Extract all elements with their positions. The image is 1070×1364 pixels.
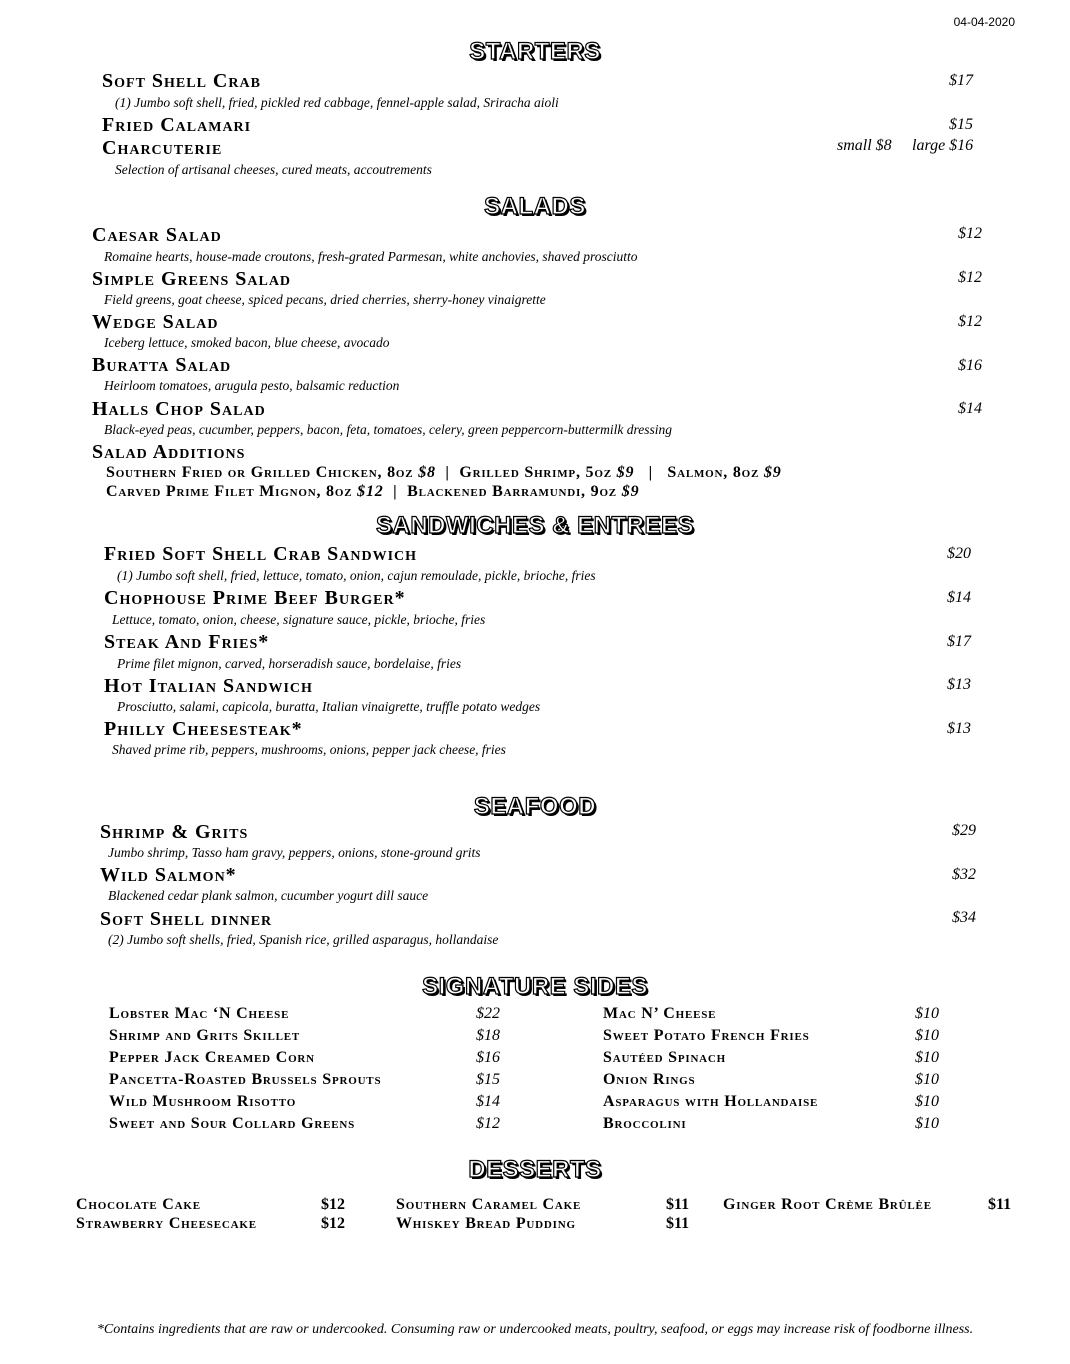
seafood-shrimp-grits-desc: Jumbo shrimp, Tasso ham gravy, peppers, onions, stone-ground grits bbox=[108, 845, 481, 860]
seafood-heading: SEAFOOD bbox=[473, 793, 597, 820]
starter-soft-shell-crab-price: $17 bbox=[949, 72, 973, 89]
addition-salmon-name: Salmon, 8oz bbox=[667, 464, 760, 481]
side-spinach-name: Sautéed Spinach bbox=[603, 1049, 727, 1066]
side-collard-greens-price: $12 bbox=[476, 1115, 500, 1132]
starter-charcuterie-price-small: small $8 bbox=[837, 137, 892, 154]
addition-filet-price: $12 bbox=[357, 483, 384, 500]
side-sweet-potato-fries-name: Sweet Potato French Fries bbox=[603, 1027, 810, 1044]
side-onion-rings-name: Onion Rings bbox=[603, 1071, 696, 1088]
sandwich-burger-desc: Lettuce, tomato, onion, cheese, signature sauce, pickle, brioche, fries bbox=[112, 612, 486, 627]
salad-halls-chop-desc: Black-eyed peas, cucumber, peppers, bacon, feta, tomatoes, celery, green peppercorn-buttermilk dressing bbox=[104, 422, 672, 437]
dessert-chocolate-cake-price: $12 bbox=[321, 1196, 345, 1213]
side-collard-greens-name: Sweet and Sour Collard Greens bbox=[109, 1115, 356, 1132]
starter-charcuterie-desc: Selection of artisanal cheeses, cured meats, accoutrements bbox=[115, 162, 432, 177]
dessert-chocolate-cake-name: Chocolate Cake bbox=[76, 1196, 201, 1213]
addition-shrimp-name: Grilled Shrimp, 5oz bbox=[459, 464, 612, 481]
salad-halls-chop-name: Halls Chop Salad bbox=[92, 398, 266, 420]
salad-buratta-price: $16 bbox=[958, 357, 982, 374]
seafood-wild-salmon-name: Wild Salmon* bbox=[100, 864, 237, 886]
sandwiches-heading: SANDWICHES & ENTREES bbox=[375, 512, 695, 539]
salad-simple-greens-price: $12 bbox=[958, 269, 982, 286]
addition-salmon-price: $9 bbox=[763, 464, 782, 481]
addition-chicken-price: $8 bbox=[418, 464, 436, 481]
addition-barramundi-price: $9 bbox=[621, 483, 640, 500]
seafood-shrimp-grits-name: Shrimp & Grits bbox=[100, 821, 249, 843]
salad-buratta-name: Buratta Salad bbox=[92, 354, 232, 376]
starter-soft-shell-crab-desc: (1) Jumbo soft shell, fried, pickled red cabbage, fennel-apple salad, Sriracha aioli bbox=[115, 95, 559, 110]
side-asparagus-name: Asparagus with Hollandaise bbox=[603, 1093, 819, 1110]
sandwich-philly-desc: Shaved prime rib, peppers, mushrooms, onions, pepper jack cheese, fries bbox=[112, 742, 506, 757]
starter-fried-calamari-price: $15 bbox=[949, 116, 973, 133]
starter-fried-calamari-name: Fried Calamari bbox=[102, 114, 252, 136]
seafood-soft-shell-dinner-name: Soft Shell dinner bbox=[100, 908, 273, 930]
dessert-creme-brulee-price: $11 bbox=[988, 1196, 1012, 1213]
sandwich-hot-italian-desc: Prosciutto, salami, capicola, buratta, Italian vinaigrette, truffle potato wedges bbox=[117, 699, 541, 714]
seafood-soft-shell-dinner-price: $34 bbox=[952, 909, 976, 926]
side-brussels-sprouts-name: Pancetta-Roasted Brussels Sprouts bbox=[109, 1071, 382, 1088]
sandwich-philly-name: Philly Cheesesteak* bbox=[104, 718, 303, 740]
dessert-caramel-cake-name: Southern Caramel Cake bbox=[396, 1196, 582, 1213]
sandwich-soft-shell-crab-desc: (1) Jumbo soft shell, fried, lettuce, tomato, onion, cajun remoulade, pickle, brioche, fries bbox=[117, 568, 596, 583]
side-creamed-corn-price: $16 bbox=[476, 1049, 500, 1066]
sides-heading: SIGNATURE SIDES bbox=[422, 973, 648, 1000]
salad-caesar-desc: Romaine hearts, house-made croutons, fresh-grated Parmesan, white anchovies, shaved prosciutto bbox=[104, 249, 638, 264]
side-mushroom-risotto-price: $14 bbox=[476, 1093, 500, 1110]
salad-additions-line-1: Southern Fried or Grilled Chicken, 8oz $8 | Grilled Shrimp, 5oz $9 | Salmon, 8oz $9 bbox=[106, 464, 782, 481]
addition-barramundi-name: Blackened Barramundi, 9oz bbox=[407, 483, 617, 500]
side-mac-cheese-price: $10 bbox=[915, 1005, 939, 1022]
sandwich-hot-italian-name: Hot Italian Sandwich bbox=[104, 675, 313, 697]
dessert-bread-pudding-price: $11 bbox=[666, 1215, 690, 1232]
dessert-strawberry-cheesecake-price: $12 bbox=[321, 1215, 345, 1232]
side-sweet-potato-fries-price: $10 bbox=[915, 1027, 939, 1044]
salad-caesar-price: $12 bbox=[958, 225, 982, 242]
sandwich-philly-price: $13 bbox=[947, 720, 971, 737]
side-asparagus-price: $10 bbox=[915, 1093, 939, 1110]
salad-caesar-name: Caesar Salad bbox=[92, 224, 222, 246]
entree-steak-fries-desc: Prime filet mignon, carved, horseradish sauce, bordelaise, fries bbox=[117, 656, 462, 671]
seafood-wild-salmon-price: $32 bbox=[952, 866, 976, 883]
starter-charcuterie-name: Charcuterie bbox=[102, 137, 223, 159]
salad-additions-line-2: Carved Prime Filet Mignon, 8oz $12 | Blackened Barramundi, 9oz $9 bbox=[106, 483, 640, 500]
sandwich-soft-shell-crab-name: Fried Soft Shell Crab Sandwich bbox=[104, 543, 418, 565]
side-mushroom-risotto-name: Wild Mushroom Risotto bbox=[109, 1093, 297, 1110]
sandwich-hot-italian-price: $13 bbox=[947, 676, 971, 693]
starter-soft-shell-crab-name: Soft Shell Crab bbox=[102, 70, 261, 92]
desserts-heading: DESSERTS bbox=[468, 1156, 602, 1183]
sandwich-burger-name: Chophouse Prime Beef Burger* bbox=[104, 587, 406, 609]
salads-heading: SALADS bbox=[484, 193, 586, 220]
seafood-shrimp-grits-price: $29 bbox=[952, 822, 976, 839]
salad-buratta-desc: Heirloom tomatoes, arugula pesto, balsamic reduction bbox=[104, 378, 400, 393]
salad-additions-heading: Salad Additions bbox=[92, 441, 246, 463]
side-brussels-sprouts-price: $15 bbox=[476, 1071, 500, 1088]
starter-charcuterie-price-large: large $16 bbox=[912, 137, 974, 154]
starters-heading: STARTERS bbox=[469, 38, 601, 65]
entree-steak-fries-price: $17 bbox=[947, 633, 971, 650]
salad-wedge-desc: Iceberg lettuce, smoked bacon, blue cheese, avocado bbox=[104, 335, 390, 350]
seafood-wild-salmon-desc: Blackened cedar plank salmon, cucumber yogurt dill sauce bbox=[108, 888, 429, 903]
salad-simple-greens-name: Simple Greens Salad bbox=[92, 268, 292, 290]
side-lobster-mac-name: Lobster Mac ‘N Cheese bbox=[109, 1005, 290, 1022]
dessert-caramel-cake-price: $11 bbox=[666, 1196, 690, 1213]
side-mac-cheese-name: Mac N’ Cheese bbox=[603, 1005, 717, 1022]
sandwich-burger-price: $14 bbox=[947, 589, 971, 606]
side-lobster-mac-price: $22 bbox=[476, 1005, 500, 1022]
salad-wedge-price: $12 bbox=[958, 313, 982, 330]
side-shrimp-grits-skillet-price: $18 bbox=[476, 1027, 500, 1044]
side-spinach-price: $10 bbox=[915, 1049, 939, 1066]
addition-shrimp-price: $9 bbox=[616, 464, 635, 481]
dessert-bread-pudding-name: Whiskey Bread Pudding bbox=[396, 1215, 576, 1232]
side-shrimp-grits-skillet-name: Shrimp and Grits Skillet bbox=[109, 1027, 301, 1044]
side-onion-rings-price: $10 bbox=[915, 1071, 939, 1088]
dessert-creme-brulee-name: Ginger Root Crème Brûlèe bbox=[723, 1196, 932, 1213]
side-broccolini-name: Broccolini bbox=[603, 1115, 687, 1132]
salad-simple-greens-desc: Field greens, goat cheese, spiced pecans, dried cherries, sherry-honey vinaigrette bbox=[104, 292, 546, 307]
side-broccolini-price: $10 bbox=[915, 1115, 939, 1132]
addition-filet-name: Carved Prime Filet Mignon, 8oz bbox=[106, 483, 353, 500]
raw-food-disclaimer: *Contains ingredients that are raw or undercooked. Consuming raw or undercooked meats, poultry, seafood, or eggs may increase risk of foodborne illness. bbox=[96, 1322, 974, 1337]
menu-date: 04-04-2020 bbox=[953, 15, 1015, 29]
side-creamed-corn-name: Pepper Jack Creamed Corn bbox=[109, 1049, 315, 1066]
salad-halls-chop-price: $14 bbox=[958, 400, 982, 417]
sandwich-soft-shell-crab-price: $20 bbox=[947, 545, 971, 562]
entree-steak-fries-name: Steak And Fries* bbox=[104, 631, 270, 653]
addition-chicken-name: Southern Fried or Grilled Chicken, 8oz bbox=[106, 464, 414, 481]
seafood-soft-shell-dinner-desc: (2) Jumbo soft shells, fried, Spanish rice, grilled asparagus, hollandaise bbox=[108, 932, 499, 947]
dessert-strawberry-cheesecake-name: Strawberry Cheesecake bbox=[76, 1215, 257, 1232]
salad-wedge-name: Wedge Salad bbox=[92, 311, 219, 333]
